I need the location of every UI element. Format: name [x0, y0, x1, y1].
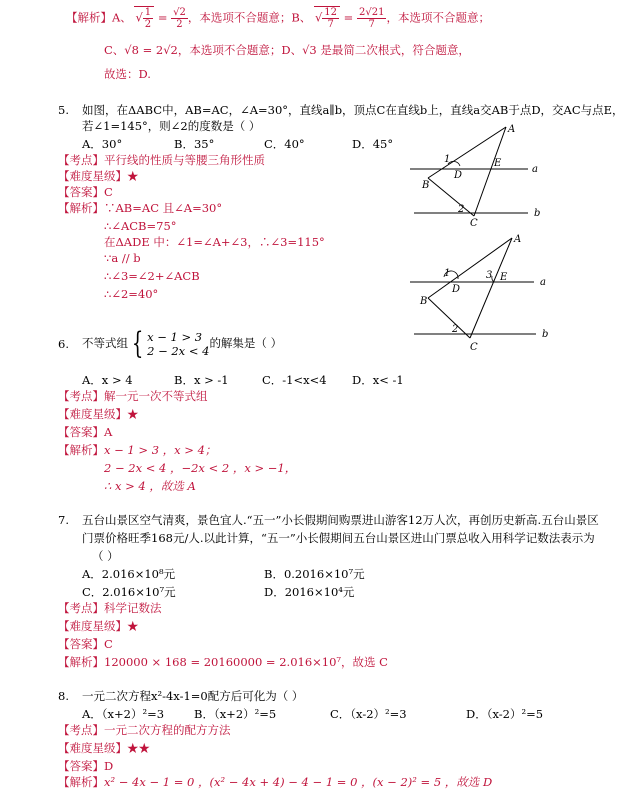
q4-frac-b: $\frac{2√21}{7}$ [358, 7, 385, 30]
q4-text-b: ，本选项不合题意； [386, 10, 490, 25]
q8-difficulty: 【难度星级】★★ [58, 741, 150, 755]
q7-option-c: C．2.016×10⁷元 [82, 585, 176, 599]
fig2-label-angle3: 3 [486, 270, 493, 281]
q5-difficulty: 【难度星级】★ [58, 169, 139, 183]
q5-stem-line2: 若∠1=145°，则∠2的度数是（ ） [82, 119, 261, 133]
q6-answer: 【答案】A [58, 425, 113, 439]
fig1-label-c: C [470, 218, 478, 229]
q6-analysis-step1: 【解析】x − 1 > 3 ，x > 4； [58, 443, 217, 457]
q7-answer: 【答案】C [58, 637, 113, 651]
q5-analysis-step6: ∴∠2=40° [104, 287, 159, 301]
q8-point: 【考点】一元二次方程的配方方法 [58, 723, 231, 737]
q6-difficulty: 【难度星级】★ [58, 407, 139, 421]
q5-option-d: D．45° [352, 137, 394, 151]
fig2-label-angle1: 1 [444, 268, 451, 279]
fig2-label-angle2: 2 [452, 324, 459, 335]
q8-number: 8. [58, 689, 69, 703]
q6-brace: { [131, 326, 144, 361]
q5-answer: 【答案】C [58, 185, 113, 199]
q6-option-d: D．x< -1 [352, 373, 404, 387]
fig2-label-b: B [420, 296, 428, 307]
fig1-label-e: E [494, 158, 502, 169]
fig1-label-line-b: b [534, 208, 541, 219]
q5-point: 【考点】平行线的性质与等腰三角形性质 [58, 153, 265, 167]
q4-text-a: ，本选项不合题意；B、 [187, 10, 312, 25]
q5-analysis-step1: 【解析】∵AB=AC 且∠A=30° [58, 201, 223, 215]
q4-radical-b: √ $\frac{12}{7}$ [314, 6, 340, 30]
q8-option-a: A．（x+2）²=3 [82, 707, 165, 721]
fig2-label-line-b: b [542, 329, 549, 340]
fig1-label-b: B [422, 180, 430, 191]
fig1-label-angle2: 2 [458, 204, 465, 215]
q4-frac-a: $\frac{√2}{2}$ [173, 7, 186, 30]
q6-stem [82, 328, 282, 359]
q4-analysis-line1: 【解析】A、 √ $\frac{1}{2}$ = $\frac{√2}{2}$ ，本选项不合题意；B、 √ $\frac{12}{7}$ = $\frac{2√21}{7}$ ，本选项不合题意； [66, 7, 490, 30]
fig2-label-line-a: a [540, 277, 546, 288]
q5-analysis-step5: ∴∠3=∠2+∠ACB [104, 269, 200, 283]
analysis-tag: 【解析】 [66, 10, 112, 25]
q6-stem-pre: 不等式组 [82, 336, 128, 350]
fig2-label-c: C [470, 342, 478, 353]
q5-analysis-step4: ∵a // b [104, 251, 141, 265]
q8-option-b: B．（x+2）²=5 [194, 707, 277, 721]
q7-option-a: A．2.016×10⁸元 [82, 567, 176, 581]
q7-option-b: B．0.2016×10⁷元 [264, 567, 365, 581]
q7-stem-line3: （ ） [92, 549, 119, 563]
fig1-label-line-a: a [532, 164, 538, 175]
q4-conclusion: 故选：D. [104, 67, 151, 81]
fig2-label-d: D [452, 284, 461, 295]
fig2-label-a: A [514, 234, 522, 245]
q6-point: 【考点】解一元一次不等式组 [58, 389, 208, 403]
q5-number: 5. [58, 103, 69, 117]
fig1-label-d: D [454, 170, 463, 181]
q7-stem-line2: 门票价格旺季168元/人.以此计算，“五一”小长假期间五台山景区进山门票总收入用科学记数法表示为 [82, 531, 595, 545]
q7-difficulty: 【难度星级】★ [58, 619, 139, 633]
q8-option-c: C．（x-2）²=3 [330, 707, 407, 721]
q5-option-a: A．30° [82, 137, 123, 151]
q4-radical-a: √ $\frac{1}{2}$ [134, 6, 154, 30]
fig1-label-angle1: 1 [444, 154, 451, 165]
q7-option-d: D．2016×10⁴元 [264, 585, 355, 599]
q7-number: 7. [58, 513, 69, 527]
q6-analysis-step3: ∴ x > 4 ，故选 A [104, 479, 196, 493]
q5-figure-1 [410, 118, 570, 230]
q8-option-d: D．（x-2）²=5 [466, 707, 544, 721]
q7-stem-line1: 五台山景区空气清爽，景色宜人.“五一”小长假期间购票进山游客12万人次，再创历史新高.五台山景区 [82, 513, 599, 527]
q6-number: 6. [58, 337, 69, 351]
q8-answer: 【答案】D [58, 759, 114, 773]
q7-analysis: 【解析】120000 × 168 = 20160000 = 2.016×10⁷，故选 C [58, 655, 388, 669]
q6-option-c: C．-1<x<4 [262, 373, 327, 387]
fig1-label-a: A [508, 124, 516, 135]
q6-system: x − 1 > 3 2 − 2x < 4 [147, 330, 210, 358]
q8-analysis: 【解析】x² − 4x − 1 = 0 ，(x² − 4x + 4) − 4 − 1 = 0 ，(x − 2)² = 5 ，故选 D [58, 775, 493, 789]
q6-stem-post: 的解集是（ ） [209, 336, 283, 350]
q5-option-c: C．40° [264, 137, 305, 151]
fig2-label-e: E [500, 272, 508, 283]
q6-option-b: B．x > -1 [174, 373, 229, 387]
q5-analysis-step2: ∴∠ACB=75° [104, 219, 177, 233]
q6-option-a: A．x > 4 [82, 373, 133, 387]
q6-analysis-step2: 2 − 2x < 4 ，−2x < 2 ，x > −1， [104, 461, 297, 475]
q4-option-a-label: A、 [112, 10, 132, 25]
q5-option-b: B．35° [174, 137, 215, 151]
q4-analysis-line2: C、√8 = 2√2，本选项不合题意；D、√3 是最简二次根式，符合题意， [104, 43, 470, 57]
q5-analysis-step3: 在ΔADE 中：∠1=∠A+∠3，∴∠3=115° [104, 235, 325, 249]
q8-stem: 一元二次方程x²-4x-1=0配方后可化为（ ） [82, 689, 304, 703]
q5-stem-line1: 如图，在ΔABC中，AB=AC，∠A=30°，直线a∥b，顶点C在直线b上，直线a交AB于点D，交AC与点E， [82, 103, 624, 117]
q7-point: 【考点】科学记数法 [58, 601, 162, 615]
q5-figure-2 [408, 230, 578, 354]
